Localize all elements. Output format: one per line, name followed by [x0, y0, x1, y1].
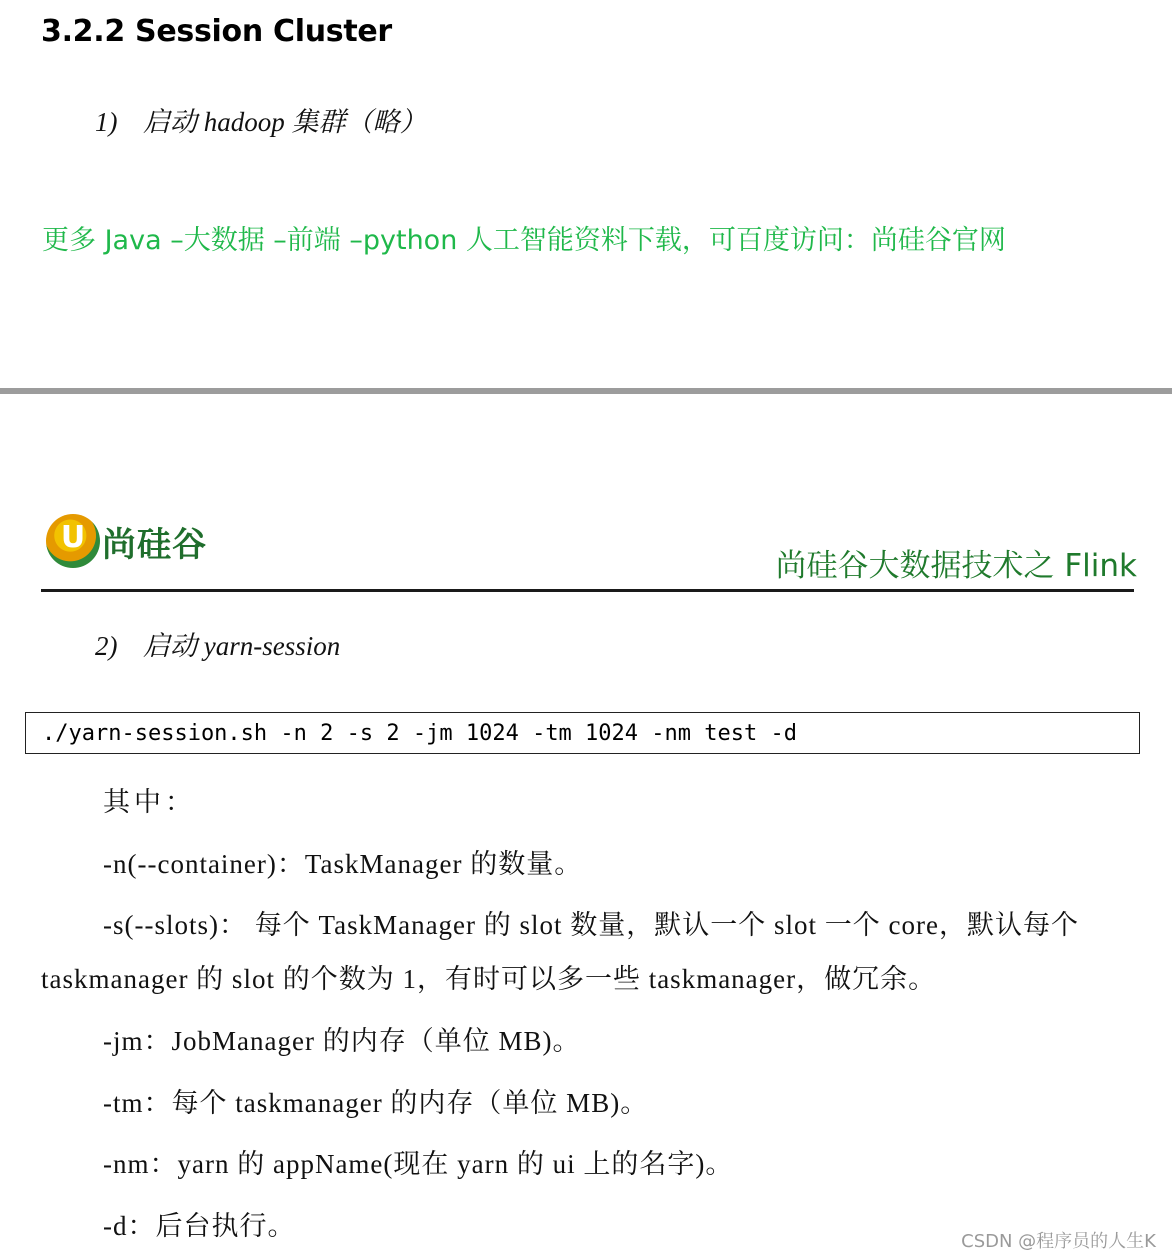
brand-logo	[46, 513, 207, 569]
promo-line: 更多 Java –大数据 –前端 –python 人工智能资料下载，可百度访问：尚硅谷官网	[42, 225, 1006, 256]
explain-nm: -nm：yarn 的 appName(现在 yarn 的 ui 上的名字)。	[103, 1149, 734, 1179]
step-2-text: 启动 yarn-session	[143, 631, 341, 661]
explain-intro: 其中：	[103, 787, 196, 817]
page-header-title: 尚硅谷大数据技术之 Flink	[775, 548, 1137, 584]
csdn-watermark: CSDN @程序员的人生K	[961, 1231, 1156, 1252]
explain-n: -n(--container)：TaskManager 的数量。	[103, 849, 583, 879]
command-text: ./yarn-session.sh -n 2 -s 2 -jm 1024 -tm 1024 -nm test -d	[42, 721, 797, 746]
explain-jm: -jm：JobManager 的内存（单位 MB)。	[103, 1026, 581, 1056]
step-2	[95, 624, 340, 663]
step-2-number: 2)	[95, 631, 118, 661]
section-title: 3.2.2 Session Cluster	[41, 14, 392, 49]
step-1-number: 1)	[95, 107, 118, 137]
explain-s-line-1: -s(--slots)： 每个 TaskManager 的 slot 数量，默认一个 slot 一个 core，默认每个	[103, 910, 1080, 940]
step-1-text: 启动 hadoop 集群（略）	[143, 107, 427, 137]
step-1	[95, 100, 427, 139]
explain-s-line-2: taskmanager 的 slot 的个数为 1，有时可以多一些 taskmanager，做冗余。	[41, 964, 937, 994]
header-rule	[41, 589, 1134, 592]
logo-text: 尚硅谷	[102, 524, 207, 565]
command-code-box	[25, 712, 1140, 754]
explain-tm: -tm：每个 taskmanager 的内存（单位 MB)。	[103, 1088, 649, 1118]
logo-u-icon: U	[46, 514, 100, 568]
page-separator	[0, 388, 1172, 394]
explain-d: -d：后台执行。	[103, 1211, 296, 1241]
